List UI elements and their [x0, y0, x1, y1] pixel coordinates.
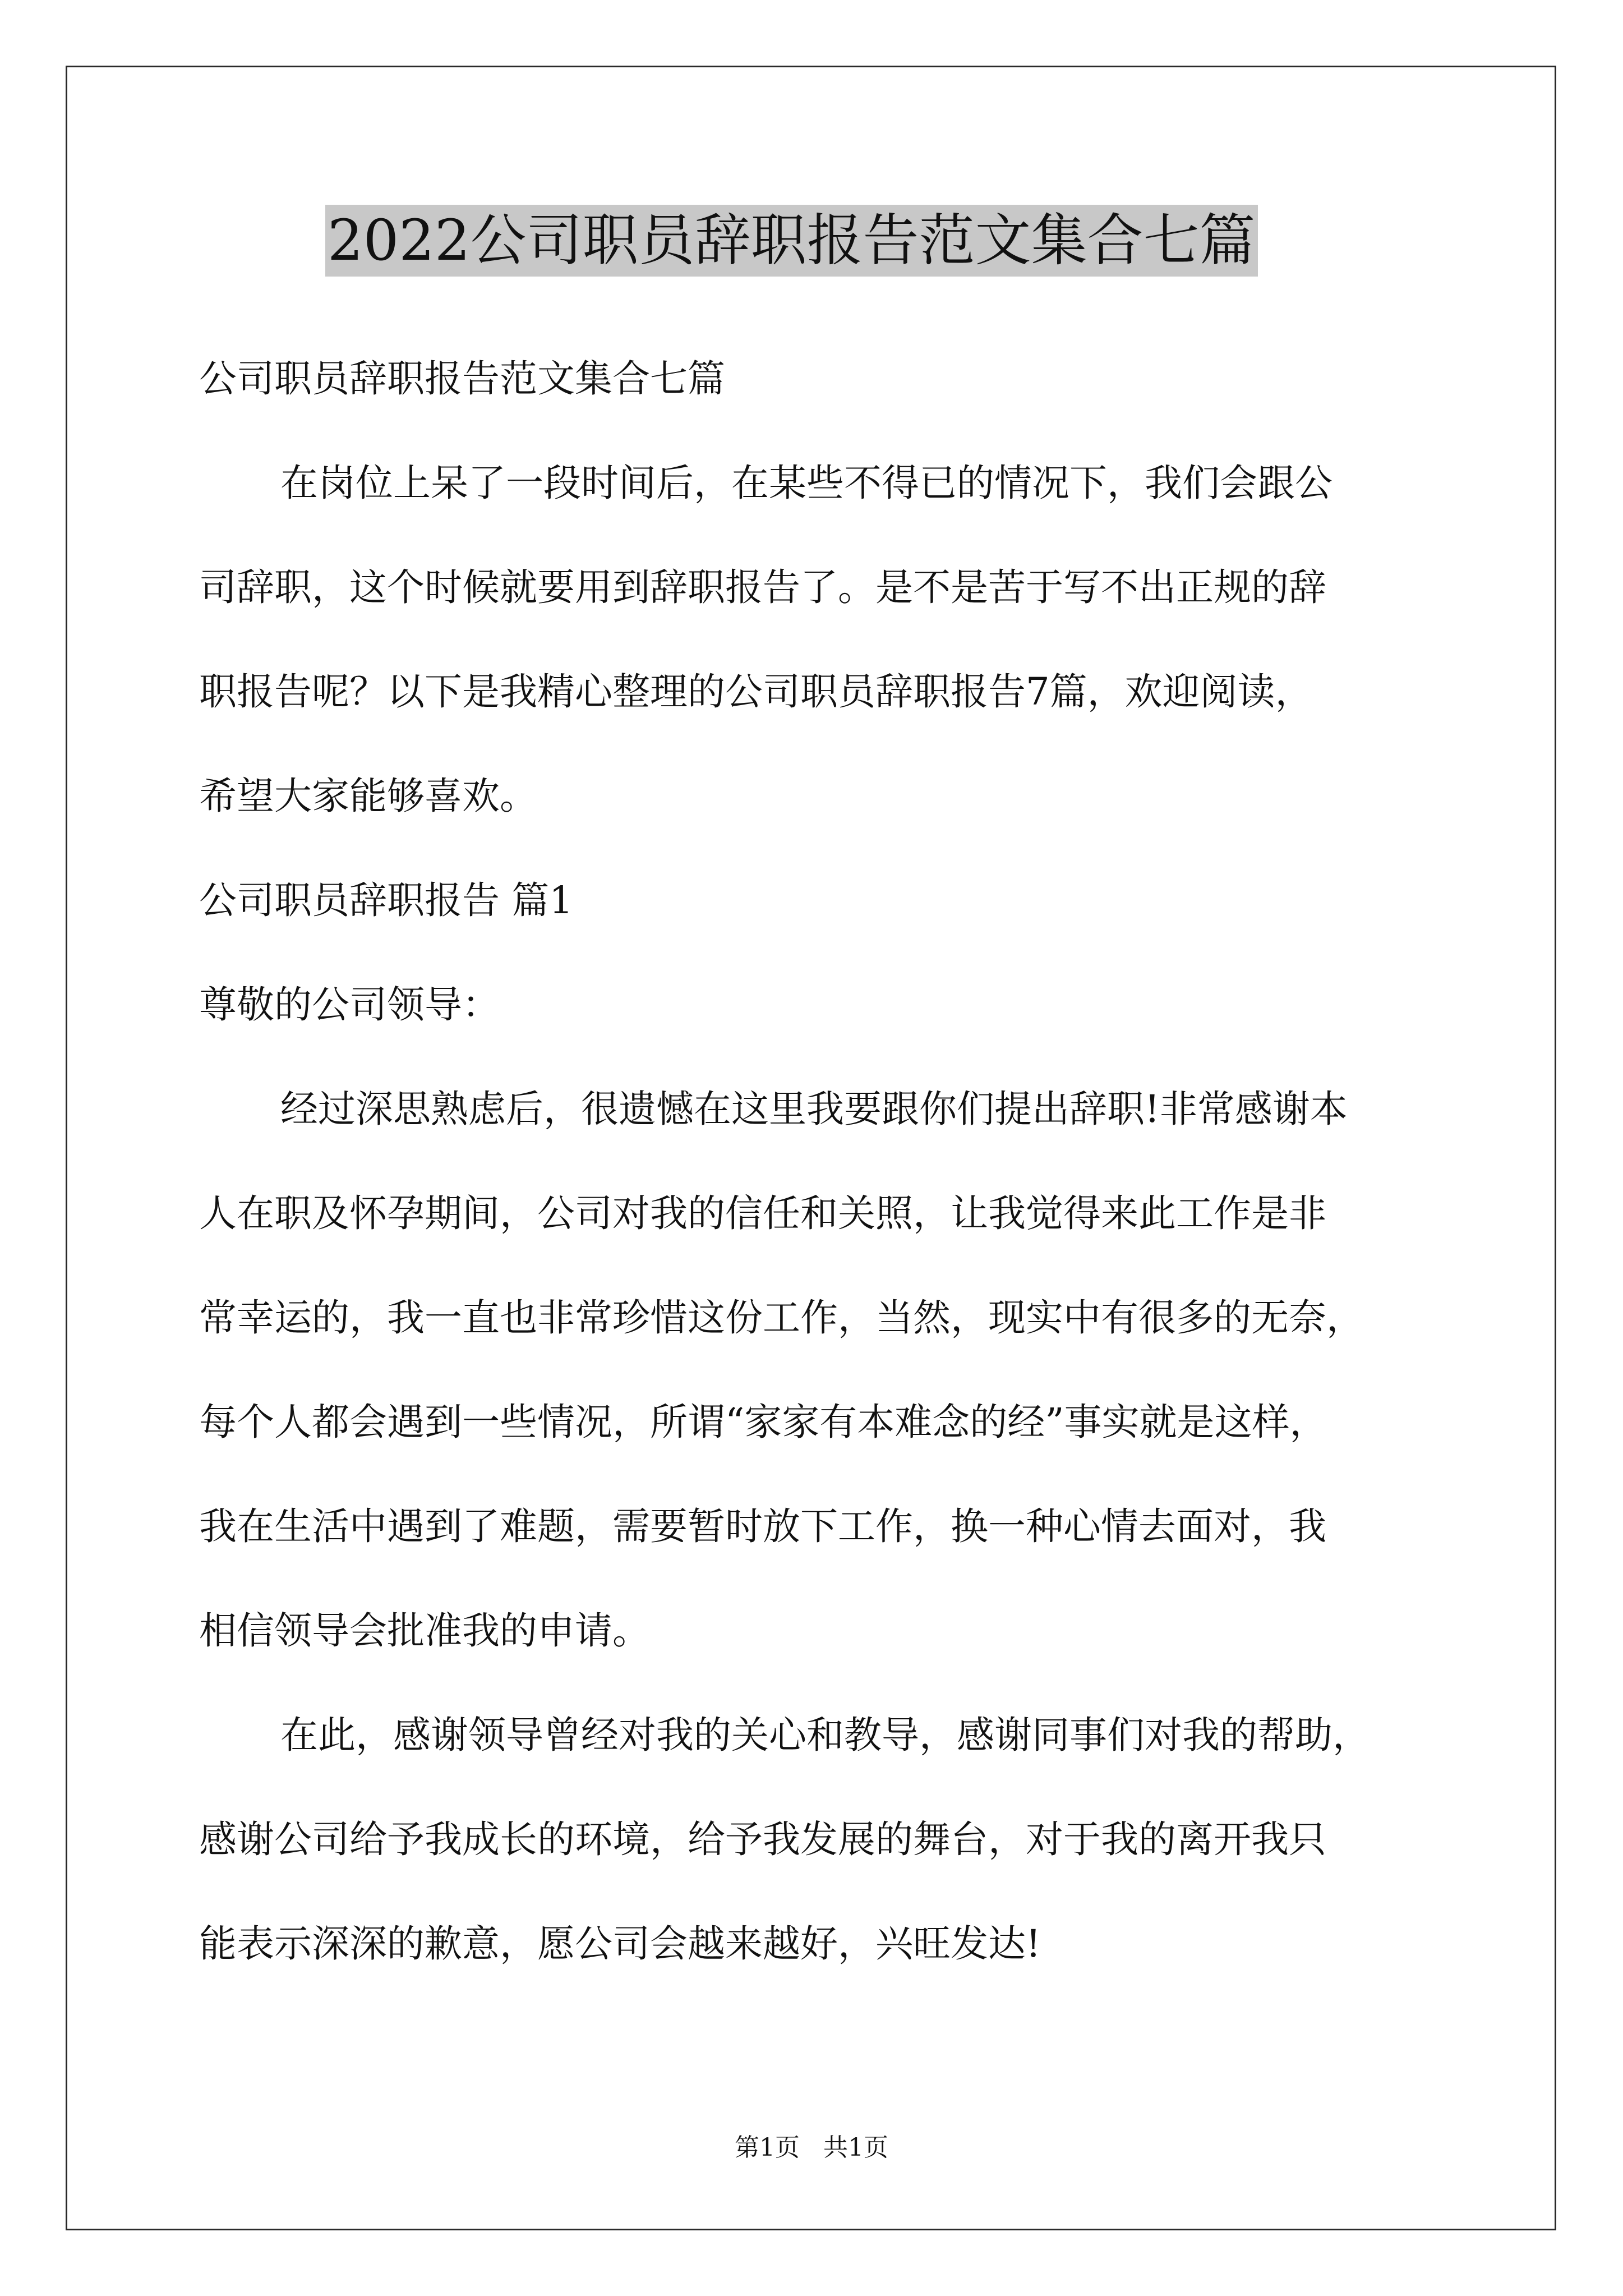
- paragraph-line: 能表示深深的歉意，愿公司会越来越好，兴旺发达!: [199, 1922, 1041, 1966]
- salutation-line: 尊敬的公司领导：: [199, 983, 500, 1027]
- paragraph-line: 我在生活中遇到了难题，需要暂时放下工作，换一种心情去面对，我: [199, 1504, 1326, 1548]
- document-body: [199, 348, 1433, 2017]
- paragraph-line: 感谢公司给予我成长的环境，给予我发展的舞台，对于我的离开我只: [199, 1818, 1326, 1861]
- paragraph-line: 希望大家能够喜欢。: [199, 774, 537, 818]
- paragraph-line: 司辞职，这个时候就要用到辞职报告了。是不是苦于写不出正规的辞: [199, 565, 1326, 609]
- paragraph-line: 每个人都会遇到一些情况，所谓“家家有本难念的经”事实就是这样，: [199, 1400, 1327, 1444]
- paragraph-line: 在此，感谢领导曾经对我的关心和教导，感谢同事们对我的帮助，: [280, 1713, 1370, 1757]
- section-heading: 公司职员辞职报告 篇1: [199, 878, 573, 922]
- paragraph-line: 职报告呢？以下是我精心整理的公司职员辞职报告7篇，欢迎阅读，: [199, 670, 1313, 714]
- paragraph-line: 相信领导会批准我的申请。: [199, 1609, 650, 1653]
- subtitle-line: 公司职员辞职报告范文集合七篇: [199, 357, 725, 401]
- paragraph-line: 经过深思熟虑后，很遗憾在这里我要跟你们提出辞职!非常感谢本: [280, 1087, 1348, 1131]
- page-number-footer: 第1页 共1页: [735, 2133, 888, 2162]
- document-title: 2022公司职员辞职报告范文集合七篇: [325, 205, 1258, 277]
- paragraph-line: 常幸运的，我一直也非常珍惜这份工作，当然，现实中有很多的无奈，: [199, 1296, 1364, 1340]
- paragraph-line: 在岗位上呆了一段时间后，在某些不得已的情况下，我们会跟公: [280, 461, 1332, 505]
- paragraph-line: 人在职及怀孕期间，公司对我的信任和关照，让我觉得来此工作是非: [199, 1191, 1326, 1235]
